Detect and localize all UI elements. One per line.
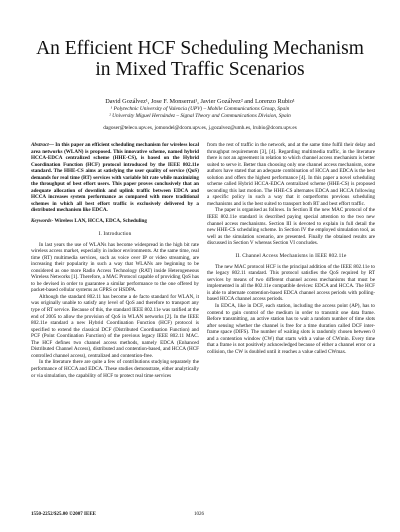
keywords-lead: Keywords — [31, 218, 52, 225]
copyright-footer: 1550-2252/$25.00 ©2007 IEEE — [31, 512, 96, 517]
intro-paragraph-2: Although the standard 802.11 has become a de facto standard for WLAN, it was originally unable to satisfy any level of QoS and therefore to transport any type of RT service. Because of this, the standard IEEE 802.11e was ratified at the end of 2005 to allow the provision of QoS in WLAN networks [2]. In the IEEE 802.11e standard a new Hybrid Coordination Function (HCF) protocol is specified to extend the classical DCF (Distributed Coordination Function) and PCF (Point Coordination Function) of the previous legacy IEEE 802.11 MAC. The HCF defines two channel access methods, namely EDCA (Enhanced Distributed Channel Access), distributed and contention-based, and HCCA (HCF controlled channel access), centralized and contention-free. — [31, 293, 199, 359]
page-number: 1026 — [194, 512, 204, 517]
right-paragraph-2: The paper is organised as follows. In Section II the new MAC protocol of the IEEE 802.11e standard is described paying special attention to the two new channel access mechanisms. Section III is devoted to explain in full detail the new HHE-CS scheduling scheme. In Section IV the employed simulation tool, as well as the simulation scenario, are presented. Finally the obtained results are discussed in Section V whereas Section VI concludes. — [207, 207, 375, 247]
section-heading-introduction: I. Introduction — [98, 230, 132, 237]
right-column — [207, 142, 375, 355]
keywords-text: - Wireless LAN, HCCA, EDCA, Scheduling — [51, 218, 147, 225]
abstract-lead: Abstract — [31, 142, 49, 148]
section2-paragraph-1: The new MAC protocol HCF is the principal addition of the IEEE 802.11e to the legacy 802.11 standard. This protocol satisfies the QoS required by RT services by means of two different channel access mechanisms that must be implemented in all the 802.11e compatible devices: EDCA and HCCA. The HCF is able to alternate contention-based EDCA channel access periods with polling-based HCCA channel access periods. — [207, 263, 375, 303]
author-emails: dagoser@teleco.upv.es, jomondel@dcom.upv.es, j.gozalvez@umh.es, lrubio@dcom.upv.es — [103, 125, 297, 131]
abstract — [31, 142, 199, 214]
affiliation-1: ¹ Polytechnic University of Valencia (UPV) – Mobile Communications Group, Spain — [110, 106, 290, 112]
intro-paragraph-3: In the literature there are quite a few of contributions studying separately the performance of HCCA and EDCA. These studies demonstrate, either analytically or via simulation, the capability of HCF to protect real time services — [31, 359, 199, 379]
section-heading-channel-access: II. Channel Access Mechanisms in IEEE 802.11e — [235, 252, 347, 259]
author-list: David Gozálvez¹, Jose F. Monserrat¹, Javier Gozálvez² and Lorenzo Rubio¹ — [105, 98, 295, 105]
keywords — [31, 218, 199, 225]
abstract-text: — In this paper an efficient scheduling mechanism for wireless local area networks (WLAN) is proposed. This innovative scheme, named hybrid HCCA-EDCA centralized scheme (HHE-CS), is based on the Hybrid Coordination Function (HCF) protocol introduced by the IEEE 802.11e standard. The HHE-CS aims at satisfying the user quality of service (QoS) demands for real time (RT) services with variable bit rate while maximizing the throughput of best effort users. This paper proves conclusively that an adequate allocation of downlink and uplink traffic between EDCA and HCCA increases system performance as compared with more traditional schemes in which all best effort traffic is exclusively delivered by a distributed mechanism like EDCA. — [31, 142, 199, 214]
left-column — [31, 142, 199, 379]
section2-paragraph-2: In EDCA, like in DCF, each station, including the access point (AP), has to contend to gain control of the medium in order to transmit one data frame. Before transmitting, an active station has to wait a random number of time slots after sensing whether the channel is free for a time duration called DCF inter-frame space (DIFS). The number of waiting slots is randomly chosen between 0 and a contention window (CW) that starts with a value of CWmin. Every time that a frame is not positively acknowledged because of either a channel error or a collision, the CW is doubled until it reaches a value called CWmax. — [207, 303, 375, 355]
paper-title-line-2: in Mixed Traffic Scenarios — [95, 59, 305, 80]
intro-paragraph-1: In last years the use of WLANs has become widespread in the high bit rate wireless access market, especially in indoor environments. At the same time, real time (RT) multimedia services, such as voice over IP or video streaming, are increasing their popularity in such a way that WLANs are beginning to be considered as one more Radio Access Technology (RAT) inside Heterogeneous Wireless Networks [1]. Therefore, a MAC Protocol capable of providing QoS has to be devised in order to guarantee a similar performance to the one offered by packet-based cellular systems as GPRS or HSDPA. — [31, 241, 200, 294]
paper-title-line-1: An Efficient HCF Scheduling Mechanism — [36, 38, 364, 59]
affiliation-2: ² University Miguel Hernández – Signal Theory and Communications Division, Spain — [109, 113, 291, 119]
right-paragraph-1: from the rest of traffic in the network, and at the same time fulfil their delay and throughput requirements [3], [4]. Regarding multimedia traffic, in the literature there is not an agreement in relation to which channel access mechanism is better suited to serve it. Better than choosing only one channel access mechanism, some authors have stated that an adequate combination of HCCA and EDCA is the best solution and offers the highest performance [4]. In this paper a novel scheduling scheme called Hybrid HCCA-EDCA centralized scheme (HHE-CS) is proposed seconding this last motion. The HHE-CS alternates EDCA and HCCA following a specific policy in such a way that it outperforms previous scheduling mechanisms and is the best suited to transport both RT and best effort traffic. — [207, 142, 375, 207]
